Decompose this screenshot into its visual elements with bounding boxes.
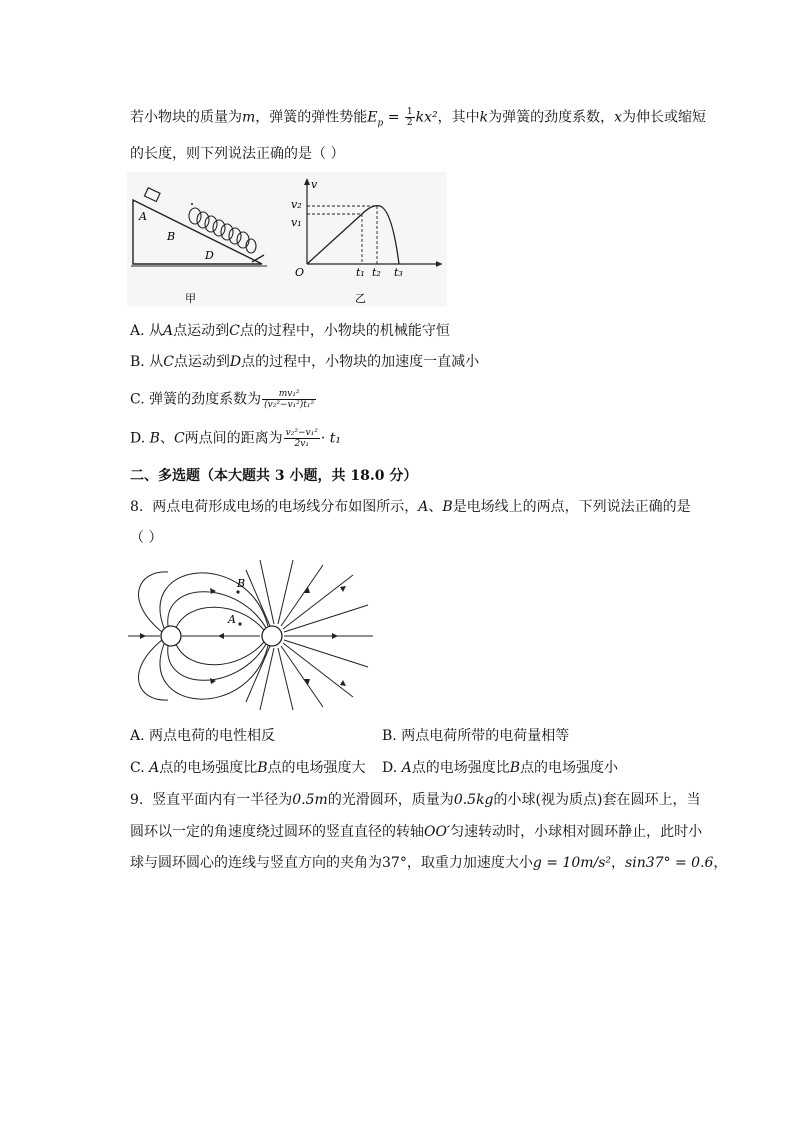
q7-option-c[interactable]: [130, 389, 317, 410]
stem-text: 圆环以一定的角速度绕过圆环的竖直直径的转轴: [130, 824, 424, 840]
frac-den: 2v₁: [294, 439, 309, 449]
var-C: C: [229, 323, 240, 339]
opt-text: 点运动到: [173, 323, 230, 339]
point-C-dot: [191, 203, 193, 205]
figure-bg: [127, 172, 287, 307]
point-B-dot: [236, 590, 239, 593]
opt-text: 点运动到: [173, 354, 230, 370]
stem-text: ，取重力加速度大小: [406, 855, 533, 871]
opt-text: C.: [130, 760, 150, 776]
stem-text: 竖直平面内有一半径为: [152, 792, 293, 808]
q7-option-a[interactable]: [130, 321, 450, 341]
question-number: 9.: [130, 792, 144, 808]
opt-text: D.: [382, 760, 402, 776]
label-A: A: [139, 210, 147, 223]
var-x: x: [614, 109, 623, 126]
var-B: B: [509, 760, 521, 776]
var-m: m: [242, 109, 256, 126]
var-kx2: kx²: [415, 109, 438, 126]
eq-sign: =: [383, 109, 404, 126]
var-ep: E: [367, 109, 378, 126]
var-B: B: [149, 430, 160, 447]
frac-num: v₂²−v₁²: [285, 428, 318, 438]
q7-stem-line1: [130, 107, 706, 133]
var-A: A: [149, 760, 160, 776]
q8-option-c[interactable]: [130, 758, 366, 778]
val-sin: sin37° = 0.6: [625, 855, 714, 871]
val-axis: OO′: [424, 824, 451, 840]
spring-constant-fraction: [262, 389, 316, 410]
q9-line2: [130, 822, 702, 842]
var-B: B: [442, 499, 453, 515]
stem-text: ，: [611, 855, 626, 871]
opt-text: 、: [159, 430, 174, 447]
question-number: 8.: [130, 499, 144, 515]
stem-text: 是电场线上的两点，下列说法正确的是: [452, 499, 691, 515]
label-D: D: [205, 249, 214, 262]
frac-num: 1: [406, 107, 413, 117]
opt-text: · t₁: [320, 430, 341, 447]
opt-text: C. 弹簧的劲度系数为: [130, 391, 262, 408]
opt-text: 两点间的距离为: [184, 430, 283, 447]
stem-text: 球与圆环圆心的连线与竖直方向的夹角为: [130, 855, 382, 871]
label-v1: v₁: [291, 216, 302, 229]
q7-stem-text: ，弹簧的弹性势能: [255, 109, 368, 126]
q7-stem-text: 若小物块的质量为: [130, 109, 242, 126]
var-C: C: [163, 354, 174, 370]
q8-option-d[interactable]: [382, 758, 618, 778]
val-mass: 0.5kg: [453, 792, 494, 808]
field-lines-figure: [128, 560, 378, 710]
opt-text: 点的过程中，小物块的加速度一直减小: [241, 354, 480, 370]
label-O: O: [295, 266, 305, 279]
frac-den: 2: [406, 118, 413, 128]
section-heading: 二、多选题（本大题共 3 小题，共 18.0 分）: [130, 468, 418, 484]
stem-text: ，: [713, 855, 728, 871]
frac-den: (v₂²−v₁²)t₁²: [264, 400, 315, 410]
opt-text: 点的电场强度小: [520, 760, 619, 776]
q7-stem-text: 为弹簧的劲度系数，: [488, 109, 615, 126]
q7-stem-line2: 的长度，则下列说法正确的是（ ）: [130, 146, 345, 162]
opt-text: 点的过程中，小物块的机械能守恒: [239, 323, 450, 339]
label-t3: t₃: [394, 266, 403, 279]
q9-line1: [130, 790, 700, 810]
stem-text: 两点电荷形成电场的电场线分布如图所示，: [152, 499, 419, 515]
val-radius: 0.5m: [292, 792, 328, 808]
figure-yi: [287, 172, 447, 307]
figure-jia: [127, 172, 287, 307]
var-B: B: [257, 760, 268, 776]
val-angle: 37°: [382, 855, 407, 871]
q7-stem-text: ，其中: [437, 109, 480, 126]
stem-text: 的小球(视为质点)套在圆环上，当: [493, 792, 701, 808]
q7-option-b[interactable]: [130, 352, 479, 372]
q8-option-b[interactable]: B. 两点电荷所带的电荷量相等: [382, 728, 570, 744]
q9-line3: [130, 853, 727, 873]
opt-text: D.: [130, 430, 150, 447]
var-ep-sub: p: [377, 118, 384, 129]
opt-text: 点的电场强度比: [159, 760, 258, 776]
caption-yi: 乙: [355, 292, 366, 305]
var-A: A: [163, 323, 174, 339]
var-D: D: [229, 354, 242, 370]
q7-stem-text: 为伸长或缩短: [622, 109, 707, 126]
label-A: A: [228, 613, 236, 626]
var-A: A: [418, 499, 429, 515]
var-k: k: [479, 109, 489, 126]
label-t1: t₁: [356, 266, 365, 279]
label-B: B: [237, 577, 246, 590]
point-A-dot: [238, 622, 241, 625]
opt-text: A. 从: [130, 323, 164, 339]
charge-left: [161, 626, 181, 646]
val-g: g = 10m/s²: [532, 855, 612, 871]
opt-text: 点的电场强度大: [267, 760, 366, 776]
figure-bg: [287, 172, 447, 307]
frac-num: mv₁²: [262, 389, 316, 400]
half-fraction: [405, 107, 415, 128]
var-C: C: [173, 430, 185, 447]
q7-option-d[interactable]: [130, 428, 341, 449]
caption-jia: 甲: [185, 292, 196, 305]
distance-fraction: [284, 428, 320, 449]
q8-stem-line2: （ ）: [130, 530, 163, 546]
var-A: A: [401, 760, 412, 776]
opt-text: 点的电场强度比: [411, 760, 510, 776]
stem-text: 的光滑圆环，质量为: [327, 792, 454, 808]
label-v2: v₂: [291, 198, 302, 211]
stem-text: 、: [428, 499, 443, 515]
charge-right: [262, 626, 282, 646]
label-t2: t₂: [372, 266, 381, 279]
label-v: v: [311, 178, 318, 191]
label-B: B: [167, 230, 176, 243]
opt-text: B. 从: [130, 354, 164, 370]
q8-stem-line1: [130, 497, 691, 517]
stem-text: 匀速转动时，小球相对圆环静止，此时小: [450, 824, 703, 840]
q8-option-a[interactable]: A. 两点电荷的电性相反: [130, 728, 276, 744]
